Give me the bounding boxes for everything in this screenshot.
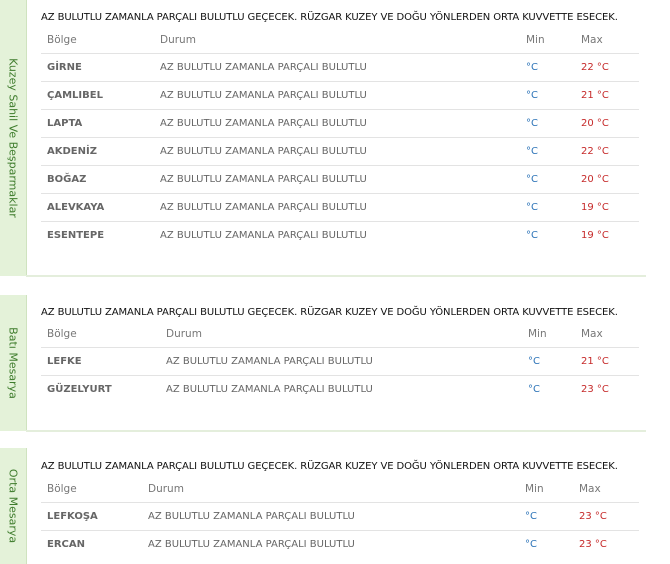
table-row xyxy=(41,53,639,82)
region-name: LEFKOŞA xyxy=(47,511,98,522)
header-condition: Durum xyxy=(148,483,184,495)
region-name: ÇAMLIBEL xyxy=(47,90,103,101)
table-row xyxy=(41,137,639,166)
table-row xyxy=(41,375,639,404)
forecast-section-bati-mesarya xyxy=(0,295,646,433)
header-max: Max xyxy=(581,328,603,340)
forecast-section-orta-mesarya xyxy=(0,448,646,564)
min-temp: °C xyxy=(526,62,538,73)
condition-text: AZ BULUTLU ZAMANLA PARÇALI BULUTLU xyxy=(148,539,355,550)
max-temp: 19 °C xyxy=(581,202,609,213)
min-temp: °C xyxy=(528,356,540,367)
header-min: Min xyxy=(525,483,544,495)
condition-text: AZ BULUTLU ZAMANLA PARÇALI BULUTLU xyxy=(160,146,367,157)
min-temp: °C xyxy=(525,511,537,522)
region-tab-label: Orta Mesarya xyxy=(6,468,20,544)
min-temp: °C xyxy=(526,230,538,241)
header-condition: Durum xyxy=(160,34,196,46)
table-row xyxy=(41,81,639,110)
region-name: LEFKE xyxy=(47,356,82,367)
region-name: LAPTA xyxy=(47,118,83,129)
min-temp: °C xyxy=(526,118,538,129)
min-temp: °C xyxy=(526,146,538,157)
condition-text: AZ BULUTLU ZAMANLA PARÇALI BULUTLU xyxy=(160,62,367,73)
max-temp: 23 °C xyxy=(581,384,609,395)
header-min: Min xyxy=(526,34,545,46)
max-temp: 20 °C xyxy=(581,118,609,129)
region-name: ALEVKAYA xyxy=(47,202,105,213)
max-temp: 19 °C xyxy=(581,230,609,241)
max-temp: 23 °C xyxy=(579,539,607,550)
header-max: Max xyxy=(579,483,601,495)
table-row xyxy=(41,502,639,531)
header-region: Bölge xyxy=(47,328,77,340)
max-temp: 21 °C xyxy=(581,90,609,101)
section-divider xyxy=(26,430,646,432)
forecast-summary: AZ BULUTLU ZAMANLA PARÇALI BULUTLU GEÇECEK. RÜZGAR KUZEY VE DOĞU YÖNLERDEN ORTA KUVVETTE ESECEK. xyxy=(41,307,618,318)
min-temp: °C xyxy=(525,539,537,550)
region-name: GÜZELYURT xyxy=(47,384,112,395)
condition-text: AZ BULUTLU ZAMANLA PARÇALI BULUTLU xyxy=(160,174,367,185)
header-condition: Durum xyxy=(166,328,202,340)
forecast-summary: AZ BULUTLU ZAMANLA PARÇALI BULUTLU GEÇECEK. RÜZGAR KUZEY VE DOĞU YÖNLERDEN ORTA KUVVETTE ESECEK. xyxy=(41,461,618,472)
region-name: ESENTEPE xyxy=(47,230,105,241)
condition-text: AZ BULUTLU ZAMANLA PARÇALI BULUTLU xyxy=(148,511,355,522)
condition-text: AZ BULUTLU ZAMANLA PARÇALI BULUTLU xyxy=(160,90,367,101)
table-row xyxy=(41,193,639,222)
header-region: Bölge xyxy=(47,483,77,495)
min-temp: °C xyxy=(526,90,538,101)
condition-text: AZ BULUTLU ZAMANLA PARÇALI BULUTLU xyxy=(160,202,367,213)
table-row xyxy=(41,109,639,138)
condition-text: AZ BULUTLU ZAMANLA PARÇALI BULUTLU xyxy=(160,230,367,241)
header-max: Max xyxy=(581,34,603,46)
min-temp: °C xyxy=(526,174,538,185)
min-temp: °C xyxy=(528,384,540,395)
forecast-summary: AZ BULUTLU ZAMANLA PARÇALI BULUTLU GEÇECEK. RÜZGAR KUZEY VE DOĞU YÖNLERDEN ORTA KUVVETTE ESECEK. xyxy=(41,12,618,23)
region-name: GİRNE xyxy=(47,62,82,73)
header-region: Bölge xyxy=(47,34,77,46)
table-row xyxy=(41,347,639,376)
region-name: AKDENİZ xyxy=(47,146,97,157)
header-min: Min xyxy=(528,328,547,340)
section-divider xyxy=(26,275,646,277)
table-row xyxy=(41,165,639,194)
region-name: BOĞAZ xyxy=(47,174,87,185)
region-tab[interactable] xyxy=(0,295,27,431)
forecast-section-kuzey-sahil xyxy=(0,0,646,278)
region-tab-label: Batı Mesarya xyxy=(6,327,20,399)
region-tab[interactable] xyxy=(0,448,27,564)
max-temp: 21 °C xyxy=(581,356,609,367)
min-temp: °C xyxy=(526,202,538,213)
table-row xyxy=(41,530,639,559)
max-temp: 20 °C xyxy=(581,174,609,185)
condition-text: AZ BULUTLU ZAMANLA PARÇALI BULUTLU xyxy=(166,384,373,395)
region-name: ERCAN xyxy=(47,539,85,550)
condition-text: AZ BULUTLU ZAMANLA PARÇALI BULUTLU xyxy=(166,356,373,367)
max-temp: 22 °C xyxy=(581,146,609,157)
region-tab-label: Kuzey Sahil Ve Beşparmaklar xyxy=(6,58,20,218)
max-temp: 22 °C xyxy=(581,62,609,73)
table-row xyxy=(41,221,639,250)
max-temp: 23 °C xyxy=(579,511,607,522)
region-tab[interactable] xyxy=(0,0,27,276)
condition-text: AZ BULUTLU ZAMANLA PARÇALI BULUTLU xyxy=(160,118,367,129)
